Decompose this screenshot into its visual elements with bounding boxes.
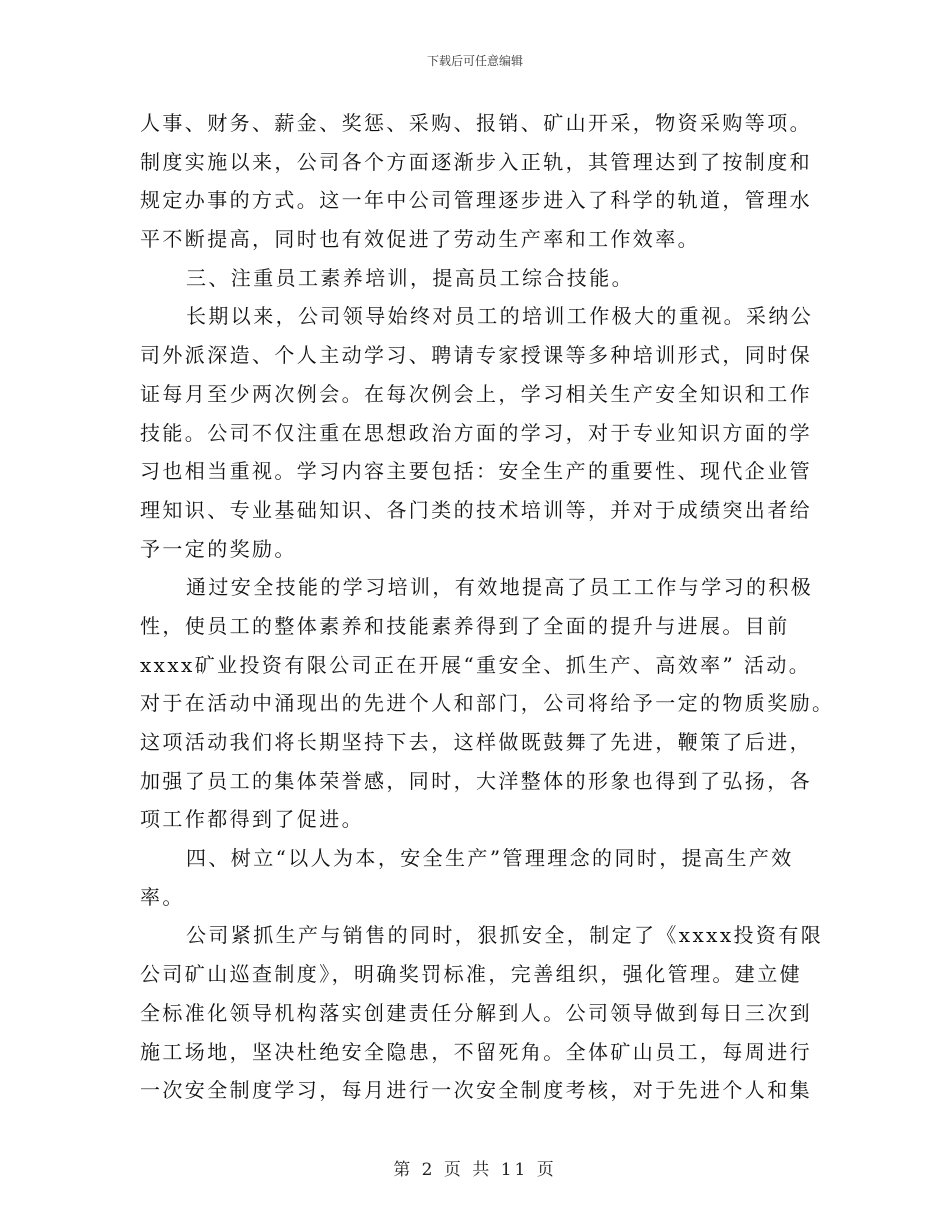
text-line: 理知识、专业基础知识、各门类的技术培训等，并对于成绩突出者给 — [140, 497, 812, 522]
text-line: 司外派深造、个人主动学习、聘请专家授课等多种培训形式，同时保 — [140, 343, 812, 368]
text-line: 长期以来，公司领导始终对员工的培训工作极大的重视。采纳公 — [186, 304, 814, 329]
text-line: xxxx矿业投资有限公司正在开展“重安全、抓生产、高效率” 活动。 — [140, 652, 812, 677]
text-line: 规定办事的方式。这一年中公司管理逐步进入了科学的轨道，管理水 — [140, 188, 812, 213]
text-line: 性，使员工的整体素养和技能素养得到了全面的提升与进展。目前 — [140, 613, 790, 638]
text-line: 予一定的奖励。 — [140, 536, 297, 561]
text-line: 通过安全技能的学习培训，有效地提高了员工工作与学习的积极 — [186, 575, 814, 600]
document-body — [140, 104, 835, 1110]
text-line: 加强了员工的集体荣誉感，同时，大洋整体的形象也得到了弘扬，各 — [140, 768, 812, 793]
page-footer: 第 2 页 共 11 页 — [393, 1160, 557, 1180]
text-line: 制度实施以来，公司各个方面逐渐步入正轨，其管理达到了按制度和 — [140, 149, 812, 174]
text-line: 技能。公司不仅注重在思想政治方面的学习，对于专业知识方面的学 — [140, 420, 812, 445]
text-line: 项工作都得到了促进。 — [140, 807, 364, 832]
text-line: 一次安全制度学习，每月进行一次安全制度考核，对于先进个人和集 — [140, 1078, 812, 1103]
text-line: 人事、财务、薪金、奖惩、采购、报销、矿山开采，物资采购等项。 — [140, 111, 812, 135]
page-header: 下载后可任意编辑 — [426, 54, 523, 68]
text-line: 施工场地，坚决杜绝安全隐患，不留死角。全体矿山员工，每周进行 — [140, 1039, 812, 1064]
text-line: 对于在活动中涌现出的先进个人和部门，公司将给予一定的物质奖励。 — [140, 691, 835, 716]
text-line: 平不断提高，同时也有效促进了劳动生产率和工作效率。 — [140, 227, 700, 252]
text-line: 这项活动我们将长期坚持下去，这样做既鼓舞了先进，鞭策了后进， — [140, 730, 812, 754]
text-line: 公司矿山巡查制度》，明确奖罚标准，完善组织，强化管理。建立健 — [140, 962, 802, 987]
text-line: 率。 — [140, 884, 185, 909]
text-line: 公司紧抓生产与销售的同时，狠抓安全，制定了《xxxx投资有限 — [186, 923, 824, 948]
text-line: 习也相当重视。学习内容主要包括：安全生产的重要性、现代企业管 — [140, 459, 812, 484]
text-line: 四、树立“以人为本，安全生产”管理理念的同时，提高生产效 — [186, 846, 794, 871]
text-line: 三、注重员工素养培训，提高员工综合技能。 — [186, 265, 634, 290]
text-line: 全标准化领导机构落实创建责任分解到人。公司领导做到每日三次到 — [140, 1000, 812, 1025]
text-line: 证每月至少两次例会。在每次例会上，学习相关生产安全知识和工作 — [140, 381, 812, 406]
